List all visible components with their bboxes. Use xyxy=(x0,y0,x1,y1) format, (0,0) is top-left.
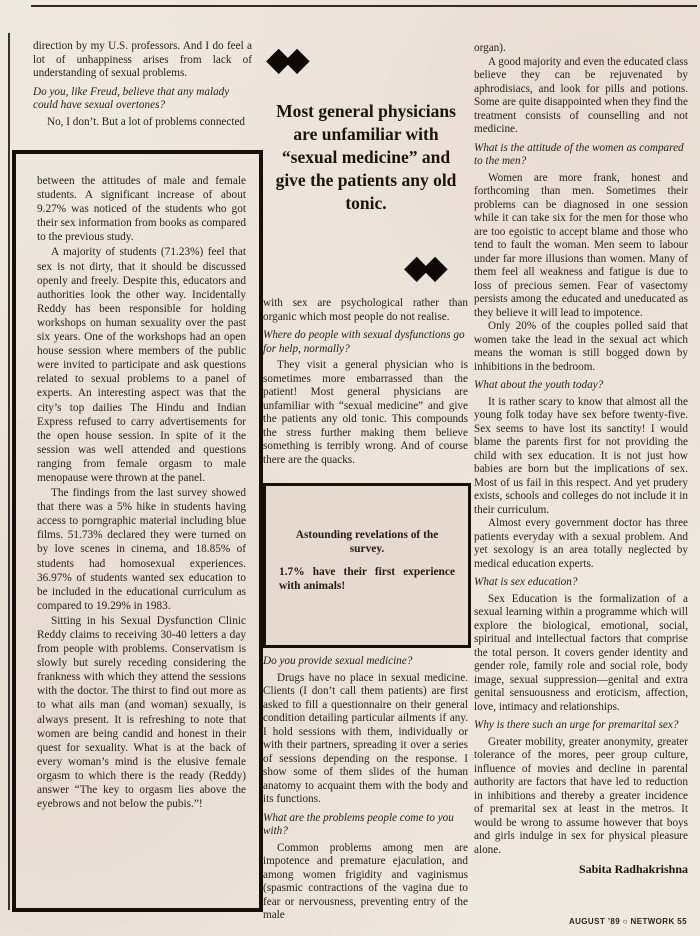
paragraph: It is rather scary to know that almost all the young folk today have sex before twenty-five. Sex seems to have lost its sanctity! I would blame the parents first for not providing the child with sex education. It is not just how babies are born but the implications of sex. Most of us fail in this respect. And yet prudery exists, schools and colleges do not include it in their curriculum. xyxy=(474,395,688,516)
survey-findings-box xyxy=(12,150,263,912)
diamond-pair-icon: ◆◆ xyxy=(266,39,303,78)
page-footer: AUGUST ’89 ○ NETWORK 55 xyxy=(568,917,687,926)
interview-question: What are the problems people come to you with? xyxy=(263,811,454,837)
paragraph: Almost every government doctor has three patients everyday with a sexual problem. And yet sexology is an area totally neglected by medical education experts. xyxy=(474,517,688,570)
interview-question: What is the attitude of the women as compared to the men? xyxy=(474,141,684,167)
interview-question: Do you provide sexual medicine? xyxy=(263,655,413,667)
paragraph: with sex are psychological rather than organic which most people do not realise. xyxy=(263,297,468,323)
interview-question: What about the youth today? xyxy=(474,379,604,391)
paragraph: Common problems among men are impotence and premature ejaculation, and among women frigidity and vaginismus (spasmic contractions of the vagina due to fear or nervousness, preventing entry of the male xyxy=(263,841,468,921)
right-column xyxy=(474,42,688,894)
pull-quote: Most general physicians are unfamiliar with “sexual medicine” and give the patients any old tonic. xyxy=(275,101,457,213)
paragraph: No, I don’t. But a lot of problems connected xyxy=(47,115,246,128)
paragraph: Women are more frank, honest and forthcoming than men. Sometimes their problems can be diagnosed in one session while it can take six for the men for those who are too egoistic to accept blame and those who tend to fault the woman. Men seem to labour under far more illusions than women. Many of them feel all weakness and fatigue is due to loss of precious semen. Fear of vasectomy persists among the educated and uneducated as they believe it will lead to impotence. xyxy=(474,171,688,319)
callout-body: 1.7% have their first experience with animals! xyxy=(279,566,455,592)
callout-title: Astounding revelations of the survey. xyxy=(295,529,439,555)
interview-question: Why is there such an urge for premarital sex? xyxy=(474,719,679,731)
interview-question: What is sex education? xyxy=(474,576,578,588)
astounding-revelations-callout xyxy=(263,483,471,648)
paragraph: organ). xyxy=(474,42,506,54)
paragraph: They visit a general physician who is sometimes more embarrassed than the patient! Most general physicians are unfamiliar with “sexual medicine” and give the patients any old tonic. This compounds the stress further making them believe something is terribly wrong. And of course there are the quacks. xyxy=(263,359,468,466)
interview-question: Where do people with sexual dysfunctions go for help, normally? xyxy=(263,329,465,355)
middle-column-lower-text xyxy=(263,650,468,932)
interview-question: Do you, like Freud, believe that any malady could have sexual overtones? xyxy=(33,85,230,111)
paragraph: The findings from the last survey showed that there was a 5% hike in students having access to porngraphic material including blue films. 51.73% declared they were turned on by love scenes in cinema, and 18.85% of students had homosexual experiences. 36.97% of students wanted sex education to be included in the educational curriculum as compared to 19.29% in 1983. xyxy=(37,487,246,612)
paragraph: A good majority and even the educated class believe they can be rejuvenated by aphrodisiacs, and look for pills and potions. Some are quite disappointed when they find the treatment consists of counselling and not medicine. xyxy=(474,55,688,135)
left-column-intro xyxy=(33,40,252,148)
paragraph: between the attitudes of male and female students. A significant increase of about 9.27% was noticed of the students who got their sex information from books as compared to the previous study. xyxy=(37,175,246,244)
paragraph: direction by my U.S. professors. And I do feel a lot of unhappiness arises from lack of understanding of sexual problems. xyxy=(33,40,252,79)
paragraph: Only 20% of the couples polled said that women take the lead in the sexual act which means the woman is still bogged down by inhibitions in the bedroom. xyxy=(474,320,688,373)
diamond-pair-icon: ◆◆ xyxy=(404,247,441,286)
paragraph: Sitting in his Sexual Dysfunction Clinic Reddy claims to receiving 30-40 letters a day from people with problems. Conservatism is slowly but surely receding considering the frankness with which they attend the sessions with the doctor. The thirst to find out more as to what ails man (and woman) sexually, is always present. It is refreshing to note that women are being candid and honest in their quest for sexuality. What is at the back of every woman’s mind is the elusive female orgasm to which there is the ready (Reddy) answer “The key to orgasm lies above the eyebrows and not below the pubis.”! xyxy=(37,614,246,811)
paragraph: Sex Education is the formalization of a sexual learning within a programme which will explore the biological, emotional, social, spiritual and intellectual factors that comprise the total person. It covers gender identity and gender role, family role and social role, body image, sexual suppression—genital and extra genital sensuousness and eroticism, affection, love, intimacy and relationships. xyxy=(474,592,688,713)
paragraph: A majority of students (71.23%) feel that sex is not dirty, that it should be discussed openly and freely. Despite this, educators and authorities look the other way. Incidentally Reddy has been responsible for holding workshops on human sexuality over the past six years. One of the workshops had an open house session where members of the public were invited to participate and ask questions related to sexual problems to a panel of experts. An interesting aspect was that the city’s top dailies The Hindu and Indian Express refused to carry advertisements for the open house session. In spite of it the session was well attended and questions ranging from female orgasm to male menopause were thrown at the panel. xyxy=(37,246,246,484)
paragraph: Greater mobility, greater anonymity, greater tolerance of the mores, peer group culture, influence of movies and decline in parental authority are factors that have led to reduction in inhibitions and thereby a greater incidence of premarital sex at least in the metros. It would be wrong to assume however that boys and girls indulge in sex for physical pleasure alone. xyxy=(474,735,688,856)
middle-column-upper-text xyxy=(263,297,468,479)
right-column-text xyxy=(474,42,688,857)
top-rule xyxy=(31,5,697,7)
paragraph: Drugs have no place in sexual medicine. Clients (I don’t call them patients) are first asked to fill a questionnaire on their general condition detailing particular ailments if any. I hold sessions with them, individually or with their partners, spreading it over a series of sessions depending on the response. I show some of them slides of the human anatomy to acquaint them with the body and its functions. xyxy=(263,671,468,805)
byline: Sabita Radhakrishna xyxy=(578,862,688,876)
diamond-ornament-top-icon xyxy=(266,39,303,78)
diamond-ornament-bottom-icon xyxy=(404,247,441,286)
left-rule xyxy=(8,33,10,910)
